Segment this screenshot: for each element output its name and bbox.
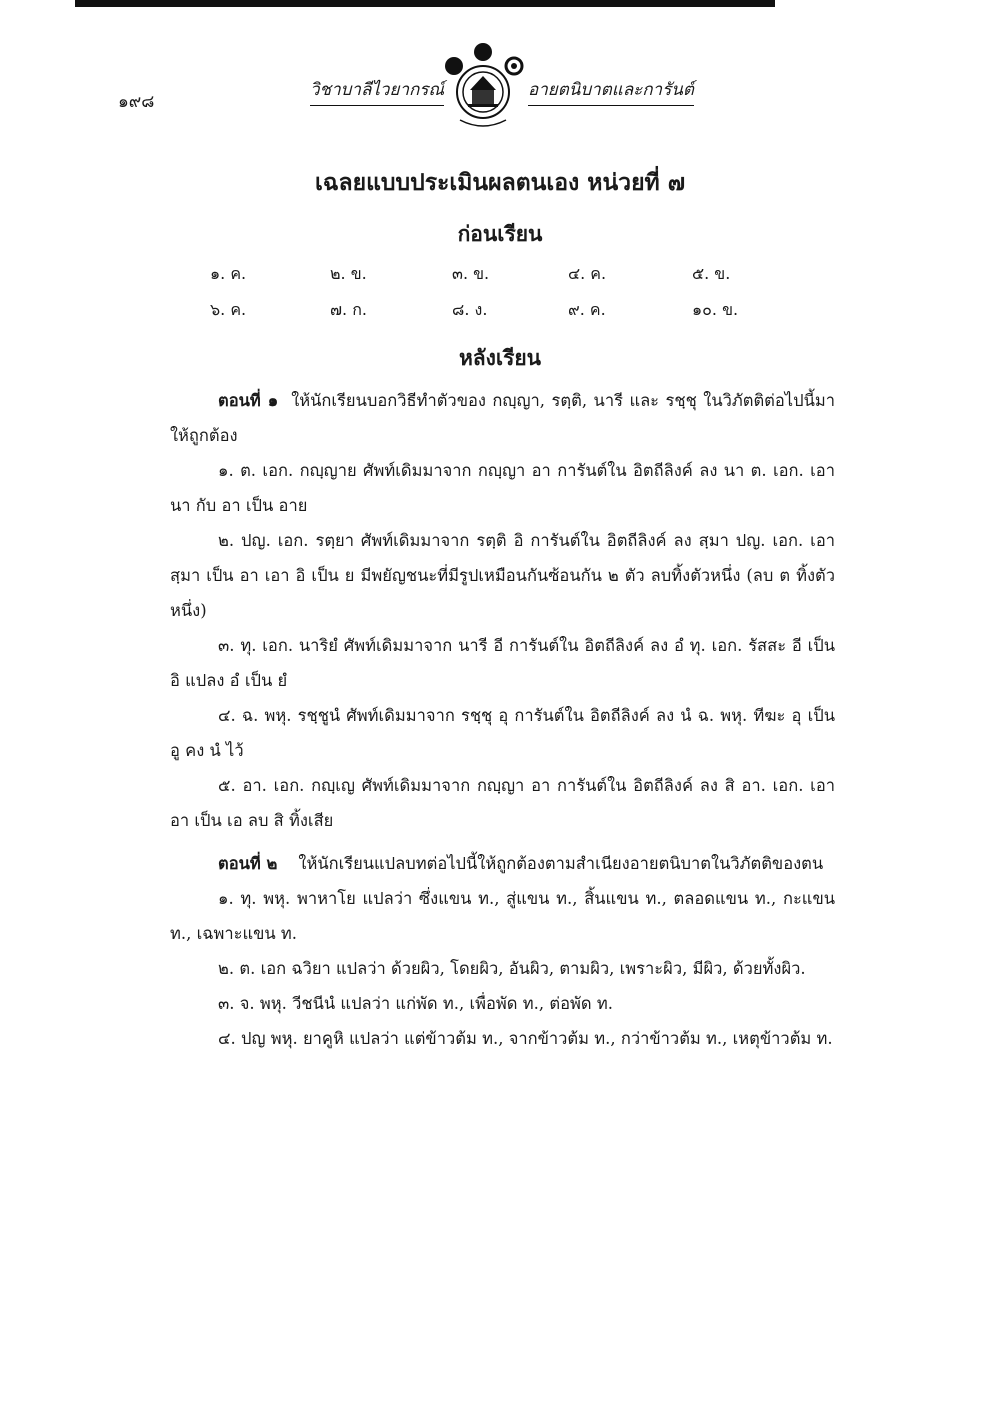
part2-item-4: ๔. ปญ พหุ. ยาคูหิ แปลว่า แต่ข้าวต้ม ท., จากข้าวต้ม ท., กว่าข้าวต้ม ท., เหตุข้าวต้ม ท. [218, 1029, 833, 1048]
part1-item-3: ๓. ทุ. เอก. นาริยํ ศัพท์เดิมมาจาก นารี อี การันต์ใน อิตถีลิงค์ ลง อํ ทุ. เอก. รัสสะ อี เป็น อิ แปลง อํ เป็น ยํ [170, 636, 835, 690]
part2-item-2: ๒. ต. เอก ฉวิยา แปลว่า ด้วยผิว, โดยผิว, อันผิว, ตามผิว, เพราะผิว, มีผิว, ด้วยทั้งผิว. [218, 959, 806, 978]
header-topic: อายตนิบาตและการันต์ [528, 76, 694, 106]
part2-instruction-text: ให้นักเรียนแปลบทต่อไปนี้ให้ถูกต้องตามสำเนียงอายตนิบาตในวิภัตติของตน [298, 854, 824, 873]
seal-emblem-icon [438, 40, 528, 132]
part2-item-3: ๓. จ. พหุ. วีชนีนํ แปลว่า แก่พัด ท., เพื่อพัด ท., ต่อพัด ท. [218, 994, 613, 1013]
answer-item: ๒. ข. [330, 264, 367, 283]
after-heading: หลังเรียน [458, 345, 542, 370]
page-title: เฉลยแบบประเมินผลตนเอง หน่วยที่ ๗ [314, 169, 686, 196]
part2-item-1: ๑. ทุ. พหุ. พาหาโย แปลว่า ซึ่งแขน ท., สู่แขน ท., สิ้นแขน ท., ตลอดแขน ท., กะแขน ท., เฉพาะแขน ท. [170, 889, 835, 943]
part2-label: ตอนที่ ๒ [218, 854, 278, 873]
answer-item: ๗. ก. [330, 300, 367, 319]
part1-instruction [170, 383, 835, 453]
part1-item-5: ๕. อา. เอก. กญฺเญ ศัพท์เดิมมาจาก กญฺญา อา การันต์ใน อิตถีลิงค์ ลง สิ อา. เอก. เอา อา เป็น เอ ลบ สิ ทิ้งเสีย [170, 776, 835, 830]
top-rule [75, 0, 775, 7]
answer-item: ๓. ข. [452, 264, 490, 283]
part1-item-2: ๒. ปญ. เอก. รตฺยา ศัพท์เดิมมาจาก รตฺติ อิ การันต์ใน อิตถีลิงค์ ลง สฺมา ปญ. เอก. เอา สฺมา เป็น อา เอา อิ เป็น ย มีพยัญชนะที่มีรูปเหมือนกันซ้อนกัน ๒ ตัว ลบทิ้งตัวหนึ่ง (ลบ ต ทิ้งตัวหนึ่ง) [170, 531, 835, 620]
part1-label: ตอนที่ ๑ [218, 391, 279, 410]
answer-item: ๙. ค. [568, 300, 606, 319]
answer-item: ๖. ค. [210, 300, 247, 319]
after-content [170, 383, 835, 1056]
answer-item: ๕. ข. [692, 264, 731, 283]
header-subject: วิชาบาลีไวยากรณ์ [310, 76, 444, 106]
page-header [0, 40, 1000, 140]
answer-item: ๔. ค. [568, 264, 607, 283]
part1-instruction-text: ให้นักเรียนบอกวิธีทำตัวของ กญฺญา, รตฺติ, นารี และ รชฺชุ ในวิภัตติต่อไปนี้มาให้ถูกต้อง [170, 391, 836, 445]
part-gap [170, 838, 835, 846]
before-heading: ก่อนเรียน [457, 221, 543, 246]
part1-item-1: ๑. ต. เอก. กญฺญาย ศัพท์เดิมมาจาก กญฺญา อา การันต์ใน อิตถีลิงค์ ลง นา ต. เอก. เอา นา กับ อา เป็น อาย [170, 461, 835, 515]
answer-item: ๑๐. ข. [692, 300, 739, 319]
page-number: ๑๙๘ [118, 92, 155, 112]
part1-item-4: ๔. ฉ. พหุ. รชฺชูนํ ศัพท์เดิมมาจาก รชฺชุ อุ การันต์ใน อิตถีลิงค์ ลง นํ ฉ. พหุ. ทีฆะ อุ เป็น อู คง นํ ไว้ [170, 706, 835, 760]
part2-instruction [170, 846, 835, 881]
answer-item: ๑. ค. [210, 264, 247, 283]
answer-item: ๘. ง. [452, 300, 488, 319]
